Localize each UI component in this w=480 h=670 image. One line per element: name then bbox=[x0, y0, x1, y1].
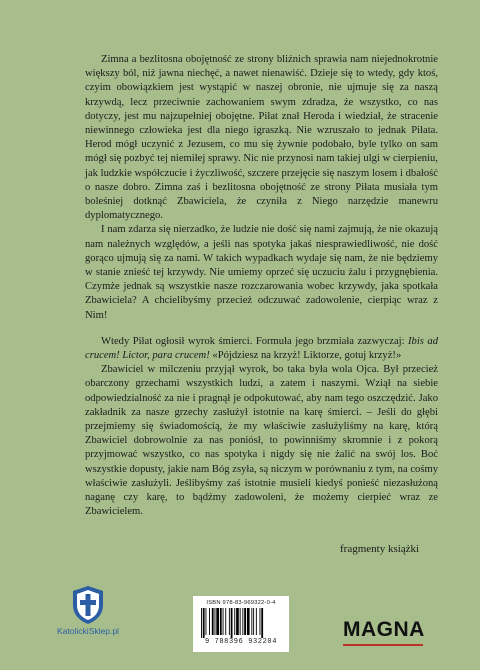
latin-quote: Ibis ad crucem! Lictor, para crucem! bbox=[85, 335, 439, 362]
barcode-bar bbox=[209, 608, 210, 635]
barcode-bar bbox=[203, 608, 205, 638]
barcode-bar bbox=[260, 608, 261, 635]
barcode-bar bbox=[223, 608, 224, 635]
paragraph-2: I nam zdarza się nierzadko, że ludzie nie dość się nami zajmują, że nie okazują nam należnych względów, a jeśli nas spotyka jakaś niesprawiedliwość, nie dość gorąco ujmują się za nami. W takich wypadkach wydaje się nam, że nie będziemy w stanie znieść tej krzywdy. Nie umiemy oprzeć się uczuciu żalu i przygnębienia. Czymże jednak są wszystkie nasze rozczarowania wobec krzywdy, jaka spotkała Zbawiciela? A chcielibyśmy przecież odczuwać zadowolenie, cierpiąc wraz z Nim! bbox=[85, 224, 438, 321]
barcode-bar bbox=[212, 608, 214, 635]
barcode-bar bbox=[240, 608, 241, 635]
body-text bbox=[85, 53, 438, 520]
barcode-bar bbox=[206, 608, 207, 635]
barcode-bar bbox=[220, 608, 222, 635]
barcode-bar bbox=[231, 608, 233, 638]
barcode-bar bbox=[251, 608, 252, 635]
katolicki-sklep-logo bbox=[48, 585, 128, 655]
magna-text: MAGNA bbox=[343, 618, 425, 641]
barcode-bar bbox=[242, 608, 243, 635]
shield-cross-icon bbox=[71, 585, 105, 625]
barcode-bar bbox=[229, 608, 230, 635]
barcode bbox=[193, 596, 289, 652]
barcode-bar bbox=[201, 608, 202, 638]
barcode-bar bbox=[261, 608, 263, 638]
paragraph-3-post: «Pójdziesz na krzyż! Liktorze, gotuj krzyż!» bbox=[209, 350, 402, 362]
paragraph-3 bbox=[85, 335, 438, 363]
isbn-text: ISBN 978-83-969322-0-4 bbox=[206, 600, 276, 606]
barcode-bar bbox=[234, 608, 235, 635]
barcode-bar bbox=[256, 608, 257, 635]
barcode-bar bbox=[225, 608, 226, 635]
barcode-bar bbox=[244, 608, 246, 635]
fragments-label: fragmenty książki bbox=[340, 543, 420, 555]
barcode-bar bbox=[236, 608, 239, 635]
paragraph-3-pre: Wtedy Piłat ogłosił wyrok śmierci. Formuła jego brzmiała zazwyczaj: bbox=[101, 335, 409, 347]
barcode-bar bbox=[215, 608, 216, 635]
logo-left-text: KatolickiSklep.pl bbox=[57, 626, 119, 636]
barcode-bar bbox=[247, 608, 250, 635]
paragraph-4: Zbawiciel w milczeniu przyjął wyrok, bo taka była wola Ojca. Był przecież obarczony grzechami wszystkich ludzi, a zatem i naszymi. Wziął na siebie odpowiedzialność za nie i pragnął je odpokutować, aby nam tego oszczędzić. Jako zakładnik za nasze grzechy zasłużył istotnie na karę śmierci. – Jeśli do głębi przejmiemy się świadomością, że my właściwie zasłużyliśmy na karę, którą Zbawiciel dobrowolnie za nas poniósł, to powinniśmy skromnie i z pokorą przyjmować wszystko, co nas spotyka i nigdy się nie żalić na swój los. Boć wszystkie dopusty, jakie nam Bóg zsyła, są niczym w porównaniu z tym, na cośmy właściwie zasłużyli. Jeślibyśmy zaś istotnie musieli kiedyś ponieść niezasłużoną naganę czy karę, to bądźmy zadowoleni, że możemy cierpieć wraz ze Zbawicielem. bbox=[85, 364, 438, 518]
magna-logo bbox=[343, 618, 433, 648]
barcode-bars bbox=[199, 608, 283, 638]
barcode-bar bbox=[253, 608, 254, 635]
barcode-digits: 9 788396 932204 bbox=[204, 638, 277, 646]
paragraph-1: Zimna a bezlitosna obojętność ze strony bliźnich sprawia nam niejednokrotnie większy ból, niż jawna niechęć, a nawet nienawiść. Dzieje się to wtedy, gdy ktoś, czyim obowiązkiem jest wystąpić w naszej obronie, nie ujmuje się za naszą krzywdą, lecz przeciwnie zachowaniem swym zdradza, że wszystko, co nas dotyczy, jest mu najzupełniej obojętne. Piłat znał Heroda i wiedział, że stracenie niewinnego człowieka jest dla niego igraszką. Nie wzruszało to jednak Piłata. Herod mógł uczynić z Jezusem, co mu się żywnie podobało, byle tylko on sam mógł się pozbyć tej niemiłej sprawy. Nic nie przynosi nam takiej ulgi w cierpieniu, jak ludzkie współczucie i życzliwość, szczere przejęcie się naszym losem i dbałość o nasze dobro. Zimna zaś i bezlitosna obojętność ze strony Piłata musiała tym boleśniej dotknąć Zbawiciela, że czyniła z Niego narzędzie manewru dyplomatycznego. bbox=[85, 54, 438, 222]
barcode-bar bbox=[216, 608, 219, 635]
magna-underline bbox=[343, 644, 423, 646]
